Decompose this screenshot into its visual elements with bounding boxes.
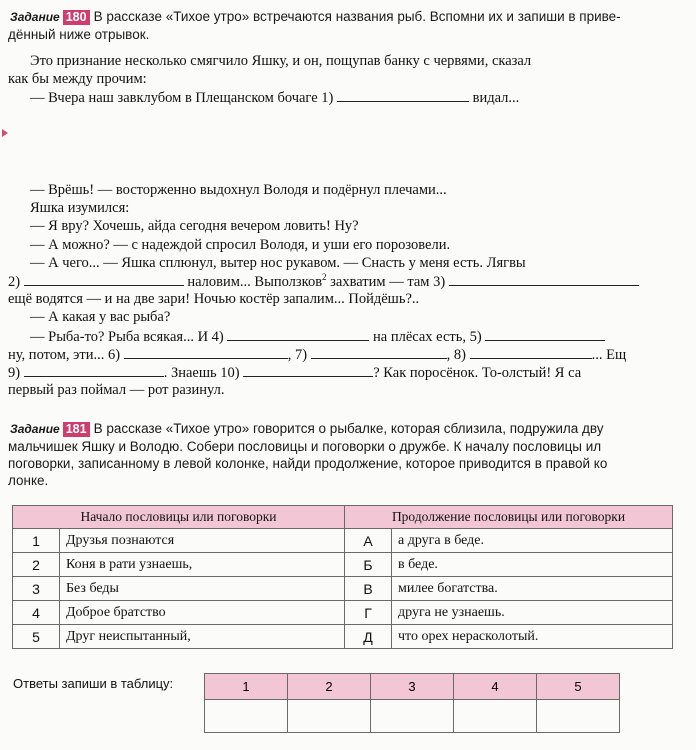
task-180-instruction xyxy=(8,8,690,43)
row-letter: Д xyxy=(345,625,392,649)
instruction-line: В рассказе «Тихое утро» говорится о рыбалке, которая сблизила, подружила дву xyxy=(93,421,604,436)
answer-cell[interactable] xyxy=(537,700,620,733)
task-number-badge: 181 xyxy=(63,422,90,437)
text-line: Это признание несколько смягчило Яшку, и он, пощупав банку с червями, сказал xyxy=(30,53,532,69)
text-line: ну, потом, эти... 6) , 7) , 8) ... Ещ xyxy=(8,346,627,363)
text-line: — Я вру? Хочешь, айда сегодня вечером ловить! Ну? xyxy=(30,218,359,235)
answer-cell[interactable] xyxy=(205,700,288,733)
excerpt-main xyxy=(8,181,696,399)
proverb-end: а друга в беде. xyxy=(392,529,673,553)
row-number: 4 xyxy=(13,601,60,625)
instruction-line: поговорки, записанному в левой колонке, найди продолжение, которое приводится в правой ко xyxy=(8,456,608,471)
text-line: — А какая у вас рыба? xyxy=(30,309,171,326)
answer-cell[interactable] xyxy=(288,700,371,733)
proverbs-table xyxy=(12,505,673,649)
answer-blank-6[interactable] xyxy=(124,345,288,359)
row-letter: Б xyxy=(345,553,392,577)
proverb-start: Доброе братство xyxy=(60,601,345,625)
instruction-line: лонке. xyxy=(8,473,49,488)
text-line: — Вчера наш завклубом в Плещанском бочаге 1) видал... xyxy=(30,90,520,107)
row-number: 2 xyxy=(13,553,60,577)
answer-blank-10[interactable] xyxy=(243,363,373,377)
task-181-instruction xyxy=(8,420,690,489)
text-line: — Врёшь! — восторженно выдохнул Володя и подёрнул плечами... xyxy=(30,182,447,198)
answer-blank-8[interactable] xyxy=(470,345,592,359)
text-line: 9) . Знаешь 10) ? Как поросёнок. То-олстый! Я са xyxy=(8,364,582,381)
row-number: 1 xyxy=(13,529,60,553)
text-line: — А можно? — с надеждой спросил Володя, и уши его порозовели. xyxy=(30,236,451,253)
task-number-badge: 180 xyxy=(63,10,90,25)
excerpt-top xyxy=(8,52,696,107)
text-line: как бы между прочим: xyxy=(8,71,147,88)
proverb-start: Без беды xyxy=(60,577,345,601)
answer-cell[interactable] xyxy=(454,700,537,733)
table-header-row xyxy=(13,506,673,529)
task-label: Задание xyxy=(10,10,60,24)
row-letter: В xyxy=(345,577,392,601)
row-number: 3 xyxy=(13,577,60,601)
text-line: 2) наловим... Выползков$^2$ захватим — там 3) xyxy=(8,272,696,290)
proverb-start: Друзья познаются xyxy=(60,529,345,553)
row-letter: А xyxy=(345,529,392,553)
table-row xyxy=(13,529,673,553)
answers-table xyxy=(204,673,620,733)
task-label: Задание xyxy=(10,422,60,436)
text-line: первый раз поймал — рот разинул. xyxy=(8,382,225,399)
answers-label: Ответы запиши в таблицу: xyxy=(13,676,174,691)
answer-column-number: 2 xyxy=(288,674,371,700)
proverb-end: что орех нерасколотый. xyxy=(392,625,673,649)
answer-column-number: 4 xyxy=(454,674,537,700)
proverb-end: друга не узнаешь. xyxy=(392,601,673,625)
instruction-line: В рассказе «Тихое утро» встречаются названия рыб. Вспомни их и запиши в приве- xyxy=(93,9,621,24)
proverb-end: милее богатства. xyxy=(392,577,673,601)
proverb-start: Коня в рати узнаешь, xyxy=(60,553,345,577)
text-line: — Рыба-то? Рыба всякая... И 4) на плёсах есть, 5) xyxy=(8,327,696,345)
instruction-line: мальчишек Яшку и Володю. Собери пословицы и поговорки о дружбе. К началу пословицы ил xyxy=(8,439,602,454)
text-line: ещё водятся — и на две зари! Ночью костёр запалим... Пойдёшь?.. xyxy=(8,291,420,308)
answer-column-number: 5 xyxy=(537,674,620,700)
header-end: Продолжение пословицы или поговорки xyxy=(345,506,673,529)
answer-blank-3[interactable] xyxy=(449,272,639,286)
answer-blank-2[interactable] xyxy=(24,272,184,286)
margin-marker-icon xyxy=(2,129,8,137)
answers-input-row xyxy=(205,700,620,733)
answer-blank-7[interactable] xyxy=(311,345,447,359)
header-start: Начало пословицы или поговорки xyxy=(13,506,345,529)
answer-blank-1[interactable] xyxy=(337,88,469,102)
answer-cell[interactable] xyxy=(371,700,454,733)
row-number: 5 xyxy=(13,625,60,649)
answer-column-number: 3 xyxy=(371,674,454,700)
answer-column-number: 1 xyxy=(205,674,288,700)
proverb-end: в беде. xyxy=(392,553,673,577)
text-line: Яшка изумился: xyxy=(30,200,130,217)
answer-blank-4[interactable] xyxy=(227,327,369,341)
instruction-line: дённый ниже отрывок. xyxy=(8,27,150,42)
table-row xyxy=(13,577,673,601)
table-row xyxy=(13,625,673,649)
table-row xyxy=(13,601,673,625)
proverb-start: Друг неиспытанный, xyxy=(60,625,345,649)
table-row xyxy=(13,553,673,577)
answer-blank-9[interactable] xyxy=(24,363,164,377)
text-line: — А чего... — Яшка сплюнул, вытер нос рукавом. — Снасть у меня есть. Лягвы xyxy=(30,254,526,271)
row-letter: Г xyxy=(345,601,392,625)
answers-header-row xyxy=(205,674,620,700)
answer-blank-5[interactable] xyxy=(485,327,605,341)
